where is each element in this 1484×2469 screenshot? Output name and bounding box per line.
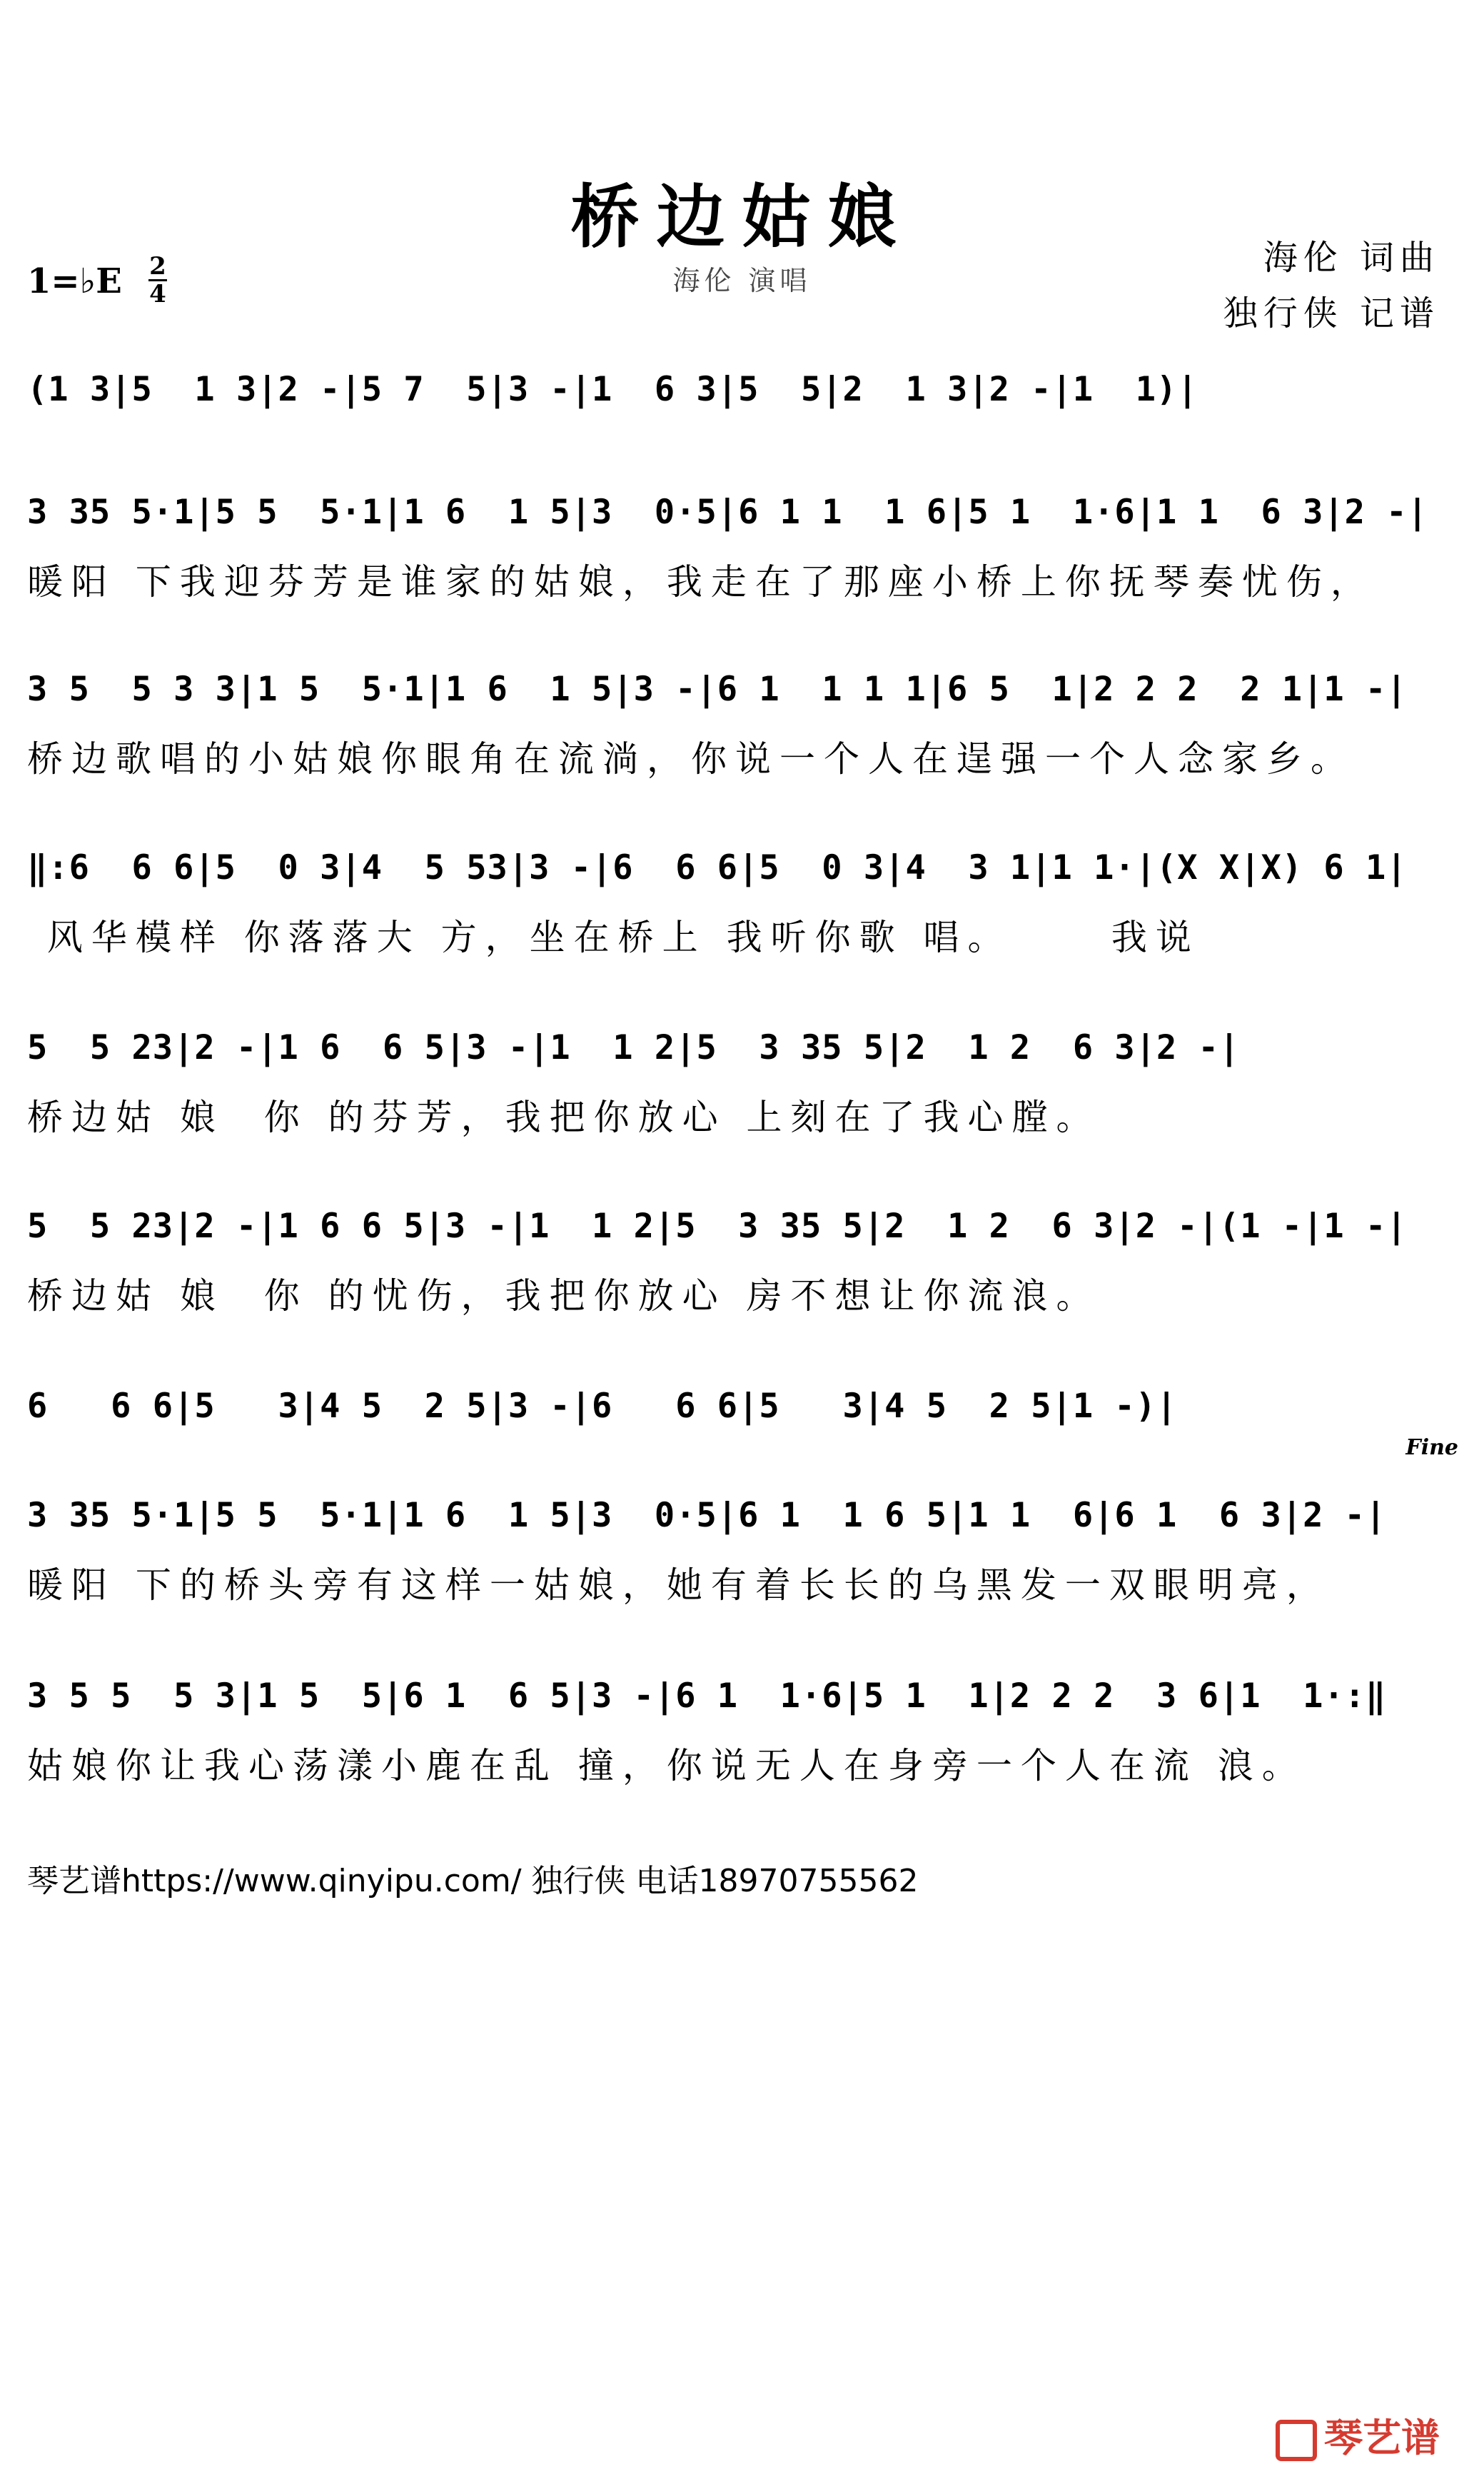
lyrics-system-5: 桥边姑 娘 你 的芬芳，我把你放心 上刻在了我心膛。 [27,1097,1101,1138]
song-title: 桥边姑娘 [570,176,914,257]
score-system-7: 6 6 6|5 3|4 5 2 5|3 -|6 6 6|5 3|4 5 2 5|1 -)| [27,1387,1178,1426]
lyrics-system-4: 风华模样 你落落大 方，坐在桥上 我听你歌 唱。 我说 [27,917,1200,958]
fine-mark: Fine [1405,1435,1458,1460]
key-signature: 1=♭E [27,261,122,301]
score-system-8: 3 35 5·1|5 5 5·1|1 6 1 5|3 0·5|6 1 1 6 5|1 1 6|6 1 6 3|2 -| [27,1496,1387,1535]
score-system-1: (1 3|5 1 3|2 -|5 7 5|3 -|1 6 3|5 5|2 1 3|2 -|1 1)| [27,370,1198,409]
score-system-9: 3 5 5 5 3|1 5 5|6 1 6 5|3 -|6 1 1·6|5 1 1|2 2 2 3 6|1 1·:‖ [27,1676,1387,1716]
lyrics-system-3: 桥边歌唱的小姑娘你眼角在流淌，你说一个人在逞强一个人念家乡。 [27,738,1355,780]
lyrics-system-9: 姑娘你让我心荡漾小鹿在乱 撞，你说无人在身旁一个人在流 浪。 [27,1745,1306,1786]
qinyipu-logo [1276,2408,1440,2463]
time-signature-top: 2 [149,252,166,281]
time-signature-bottom: 4 [149,280,166,308]
score-system-2: 3 35 5·1|5 5 5·1|1 6 1 5|3 0·5|6 1 1 1 6|5 1 1·6|1 1 6 3|2 -| [27,493,1428,532]
lyrics-system-8: 暖阳 下的桥头旁有这样一姑娘，她有着长长的乌黑发一双眼明亮， [27,1564,1331,1606]
score-system-3: 3 5 5 3 3|1 5 5·1|1 6 1 5|3 -|6 1 1 1 1|6 5 1|2 2 2 2 1|1 -| [27,670,1408,709]
time-signature [148,253,167,307]
lyricist-composer-credit: 海伦 词曲 [1263,238,1440,278]
singer-credit: 海伦 演唱 [672,265,812,296]
lyrics-system-2: 暖阳 下我迎芬芳是谁家的姑娘，我走在了那座小桥上你抚琴奏忧伤， [27,561,1375,603]
lyrics-system-6: 桥边姑 娘 你 的忧伤，我把你放心 房不想让你流浪。 [27,1275,1101,1317]
score-system-5: 5 5 23|2 -|1 6 6 5|3 -|1 1 2|5 3 35 5|2 1 2 6 3|2 -| [27,1028,1241,1067]
logo-mark-icon [1276,2420,1317,2461]
score-system-6: 5 5 23|2 -|1 6 6 5|3 -|1 1 2|5 3 35 5|2 1 2 6 3|2 -|(1 -|1 -| [27,1207,1408,1246]
score-system-4: ‖:6 6 6|5 0 3|4 5 53|3 -|6 6 6|5 0 3|4 3 1|1 1·|(X X|X) 6 1| [27,848,1408,887]
logo-text: 琴艺谱 [1324,2415,1440,2460]
transcriber-credit: 独行侠 记谱 [1223,293,1440,333]
source-footer: 琴艺谱https://www.qinyipu.com/ 独行侠 电话18970755562 [27,1863,919,1899]
